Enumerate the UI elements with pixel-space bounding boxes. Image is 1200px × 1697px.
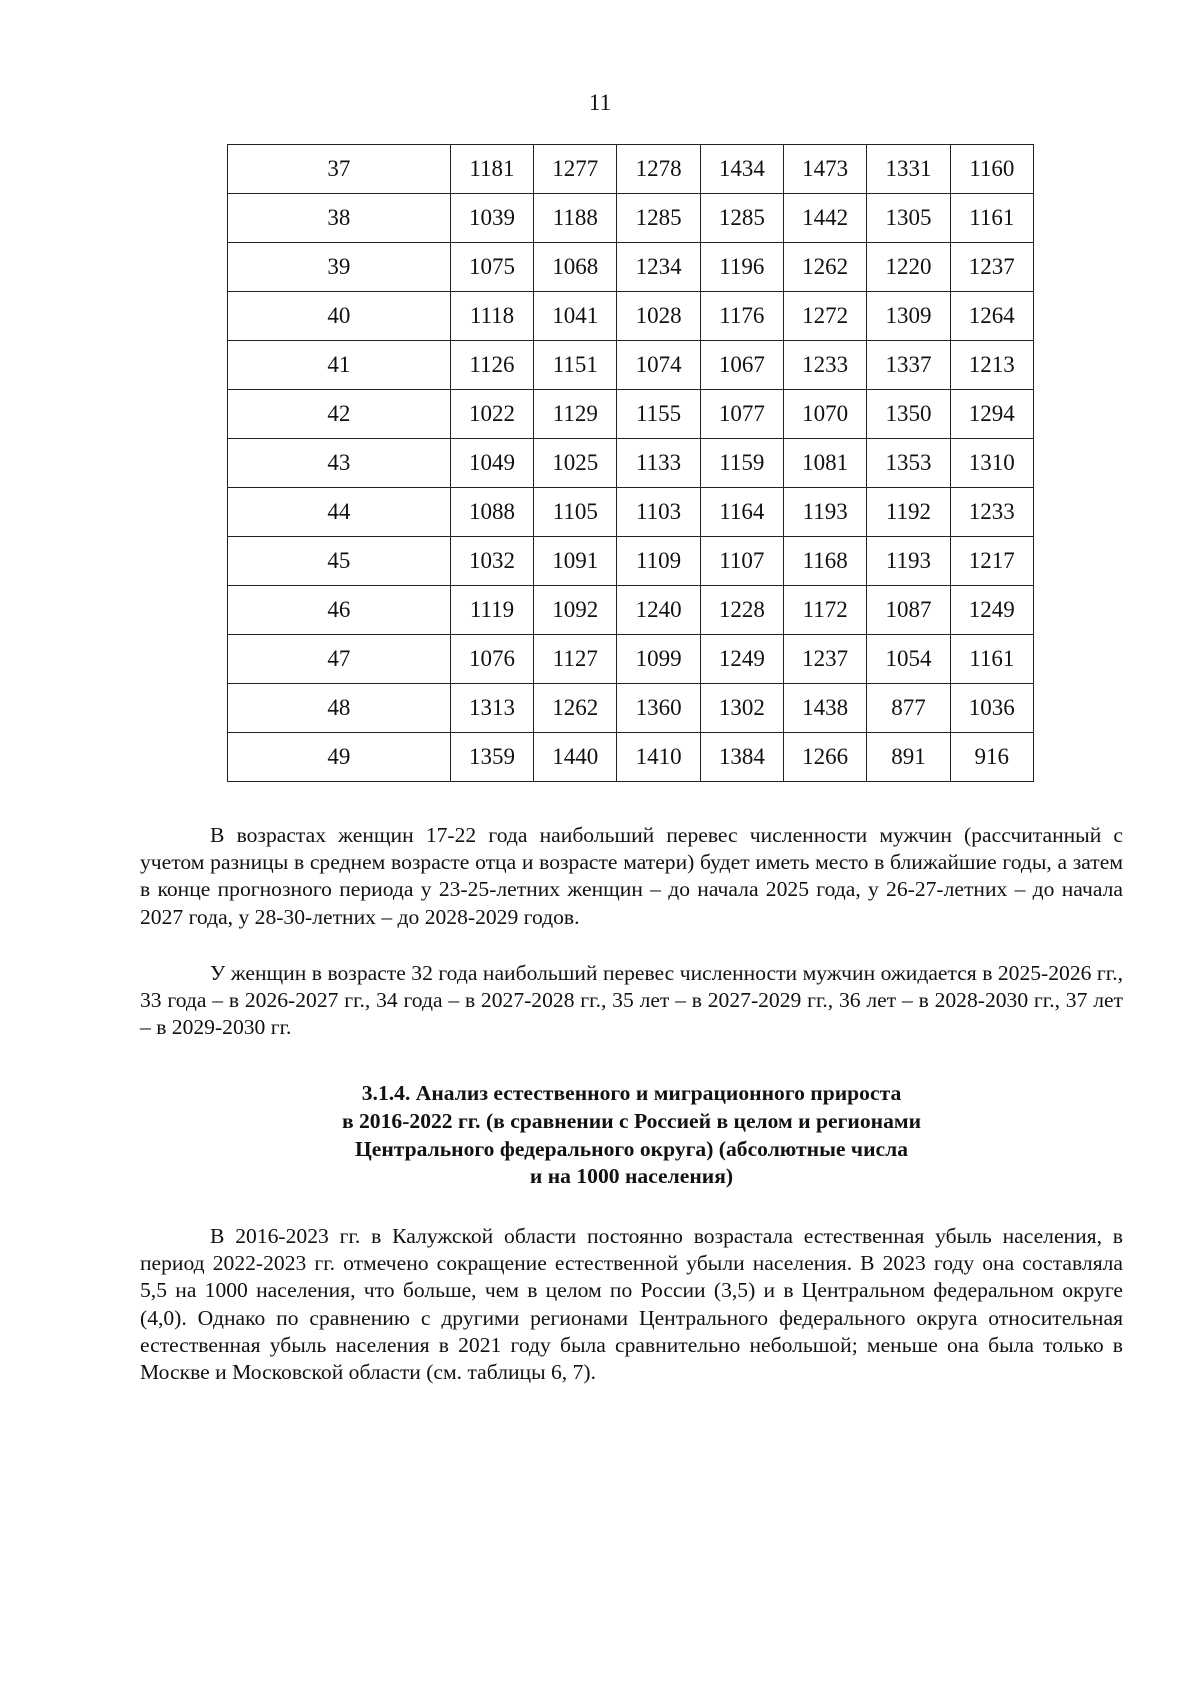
- table-row: [228, 194, 1034, 243]
- value-cell: 1028: [617, 292, 700, 341]
- paragraph-natural-decline: [140, 1223, 1123, 1386]
- population-table: [227, 144, 1034, 782]
- table-row: [228, 439, 1034, 488]
- value-cell: 1067: [700, 341, 783, 390]
- value-cell: 1025: [534, 439, 617, 488]
- section-heading: [140, 1080, 1123, 1191]
- value-cell: 1302: [700, 684, 783, 733]
- value-cell: 1070: [784, 390, 867, 439]
- table-row: [228, 341, 1034, 390]
- value-cell: 1434: [700, 145, 783, 194]
- value-cell: 1220: [867, 243, 950, 292]
- age-cell: 44: [228, 488, 451, 537]
- value-cell: 1217: [950, 537, 1033, 586]
- value-cell: 1234: [617, 243, 700, 292]
- value-cell: 1077: [700, 390, 783, 439]
- value-cell: 916: [950, 733, 1033, 782]
- table-row: [228, 586, 1034, 635]
- value-cell: 1118: [450, 292, 533, 341]
- value-cell: 1331: [867, 145, 950, 194]
- value-cell: 1091: [534, 537, 617, 586]
- value-cell: 1127: [534, 635, 617, 684]
- value-cell: 1473: [784, 145, 867, 194]
- age-cell: 42: [228, 390, 451, 439]
- paragraph-text: В возрастах женщин 17-22 года наибольший перевес численности мужчин (рассчитанный с учетом разницы в среднем возрасте отца и возрасте матери) будет иметь место в ближайшие годы, а затем в конце прогнозного периода у 23-25-летних женщин – до начала 2025 года, у 26-27-летних – до начала 2027 года, у 28-30-летних – до 2028-2029 годов.: [140, 823, 1123, 929]
- value-cell: 1172: [784, 586, 867, 635]
- value-cell: 1262: [534, 684, 617, 733]
- age-cell: 49: [228, 733, 451, 782]
- table-row: [228, 684, 1034, 733]
- value-cell: 1119: [450, 586, 533, 635]
- value-cell: 877: [867, 684, 950, 733]
- value-cell: 1360: [617, 684, 700, 733]
- value-cell: 1249: [950, 586, 1033, 635]
- value-cell: 1313: [450, 684, 533, 733]
- age-cell: 45: [228, 537, 451, 586]
- value-cell: 1049: [450, 439, 533, 488]
- age-cell: 38: [228, 194, 451, 243]
- age-cell: 47: [228, 635, 451, 684]
- value-cell: 1359: [450, 733, 533, 782]
- value-cell: 1262: [784, 243, 867, 292]
- value-cell: 1188: [534, 194, 617, 243]
- value-cell: 1107: [700, 537, 783, 586]
- value-cell: 1161: [950, 194, 1033, 243]
- value-cell: 1285: [700, 194, 783, 243]
- value-cell: 1440: [534, 733, 617, 782]
- paragraph-text: У женщин в возрасте 32 года наибольший перевес численности мужчин ожидается в 2025-2026 гг., 33 года – в 2026-2027 гг., 34 года – в 2027-2028 гг., 35 лет – в 2027-2029 гг., 36 лет – в 2028-2030 гг., 37 лет – в 2029-2030 гг.: [140, 961, 1123, 1040]
- age-cell: 40: [228, 292, 451, 341]
- value-cell: 1192: [867, 488, 950, 537]
- value-cell: 1285: [617, 194, 700, 243]
- paragraph-age-17-22: [140, 822, 1123, 931]
- value-cell: 1233: [950, 488, 1033, 537]
- value-cell: 1233: [784, 341, 867, 390]
- heading-line: в 2016-2022 гг. (в сравнении с Россией в целом и регионами: [341, 1108, 922, 1133]
- age-cell: 43: [228, 439, 451, 488]
- value-cell: 1068: [534, 243, 617, 292]
- value-cell: 1129: [534, 390, 617, 439]
- value-cell: 1353: [867, 439, 950, 488]
- value-cell: 1249: [700, 635, 783, 684]
- age-cell: 41: [228, 341, 451, 390]
- value-cell: 1196: [700, 243, 783, 292]
- value-cell: 1041: [534, 292, 617, 341]
- value-cell: 1074: [617, 341, 700, 390]
- value-cell: 1193: [784, 488, 867, 537]
- value-cell: 1168: [784, 537, 867, 586]
- value-cell: 1087: [867, 586, 950, 635]
- value-cell: 1088: [450, 488, 533, 537]
- table-row: [228, 145, 1034, 194]
- heading-line: 3.1.4. Анализ естественного и миграционного прироста: [361, 1081, 902, 1105]
- value-cell: 1099: [617, 635, 700, 684]
- value-cell: 1076: [450, 635, 533, 684]
- value-cell: 1032: [450, 537, 533, 586]
- paragraph-age-32: [140, 960, 1123, 1042]
- value-cell: 1022: [450, 390, 533, 439]
- value-cell: 1310: [950, 439, 1033, 488]
- value-cell: 1228: [700, 586, 783, 635]
- value-cell: 1237: [950, 243, 1033, 292]
- value-cell: 1039: [450, 194, 533, 243]
- value-cell: 1176: [700, 292, 783, 341]
- value-cell: 891: [867, 733, 950, 782]
- paragraph-text: В 2016-2023 гг. в Калужской области постоянно возрастала естественная убыль населения, в период 2022-2023 гг. отмечено сокращение естественной убыли населения. В 2023 году она составляла 5,5 на 1000 населения, что больше, чем в целом по России (3,5) и в Центральном федеральном округе (4,0). Однако по сравнению с другими регионами Центрального федерального округа относительная естественная убыль населения в 2021 году была сравнительно небольшой; меньше она была только в Москве и Московской области (см. таблицы 6, 7).: [140, 1224, 1123, 1385]
- value-cell: 1240: [617, 586, 700, 635]
- heading-line: и на 1000 населения): [529, 1164, 734, 1189]
- value-cell: 1081: [784, 439, 867, 488]
- age-cell: 37: [228, 145, 451, 194]
- value-cell: 1105: [534, 488, 617, 537]
- page-number: 11: [588, 90, 612, 115]
- value-cell: 1092: [534, 586, 617, 635]
- value-cell: 1160: [950, 145, 1033, 194]
- table-row: [228, 488, 1034, 537]
- value-cell: 1337: [867, 341, 950, 390]
- value-cell: 1237: [784, 635, 867, 684]
- age-cell: 48: [228, 684, 451, 733]
- value-cell: 1410: [617, 733, 700, 782]
- value-cell: 1103: [617, 488, 700, 537]
- age-cell: 46: [228, 586, 451, 635]
- value-cell: 1309: [867, 292, 950, 341]
- value-cell: 1133: [617, 439, 700, 488]
- value-cell: 1350: [867, 390, 950, 439]
- table-row: [228, 243, 1034, 292]
- value-cell: 1294: [950, 390, 1033, 439]
- value-cell: 1213: [950, 341, 1033, 390]
- value-cell: 1442: [784, 194, 867, 243]
- value-cell: 1438: [784, 684, 867, 733]
- value-cell: 1305: [867, 194, 950, 243]
- value-cell: 1272: [784, 292, 867, 341]
- value-cell: 1155: [617, 390, 700, 439]
- value-cell: 1161: [950, 635, 1033, 684]
- value-cell: 1109: [617, 537, 700, 586]
- value-cell: 1054: [867, 635, 950, 684]
- table-row: [228, 733, 1034, 782]
- value-cell: 1164: [700, 488, 783, 537]
- table-row: [228, 537, 1034, 586]
- value-cell: 1181: [450, 145, 533, 194]
- table-row: [228, 635, 1034, 684]
- table-row: [228, 292, 1034, 341]
- value-cell: 1151: [534, 341, 617, 390]
- value-cell: 1277: [534, 145, 617, 194]
- value-cell: 1075: [450, 243, 533, 292]
- value-cell: 1264: [950, 292, 1033, 341]
- age-cell: 39: [228, 243, 451, 292]
- value-cell: 1193: [867, 537, 950, 586]
- table-row: [228, 390, 1034, 439]
- heading-line: Центрального федерального округа) (абсолютные числа: [354, 1136, 909, 1161]
- value-cell: 1278: [617, 145, 700, 194]
- value-cell: 1266: [784, 733, 867, 782]
- value-cell: 1384: [700, 733, 783, 782]
- value-cell: 1126: [450, 341, 533, 390]
- value-cell: 1159: [700, 439, 783, 488]
- value-cell: 1036: [950, 684, 1033, 733]
